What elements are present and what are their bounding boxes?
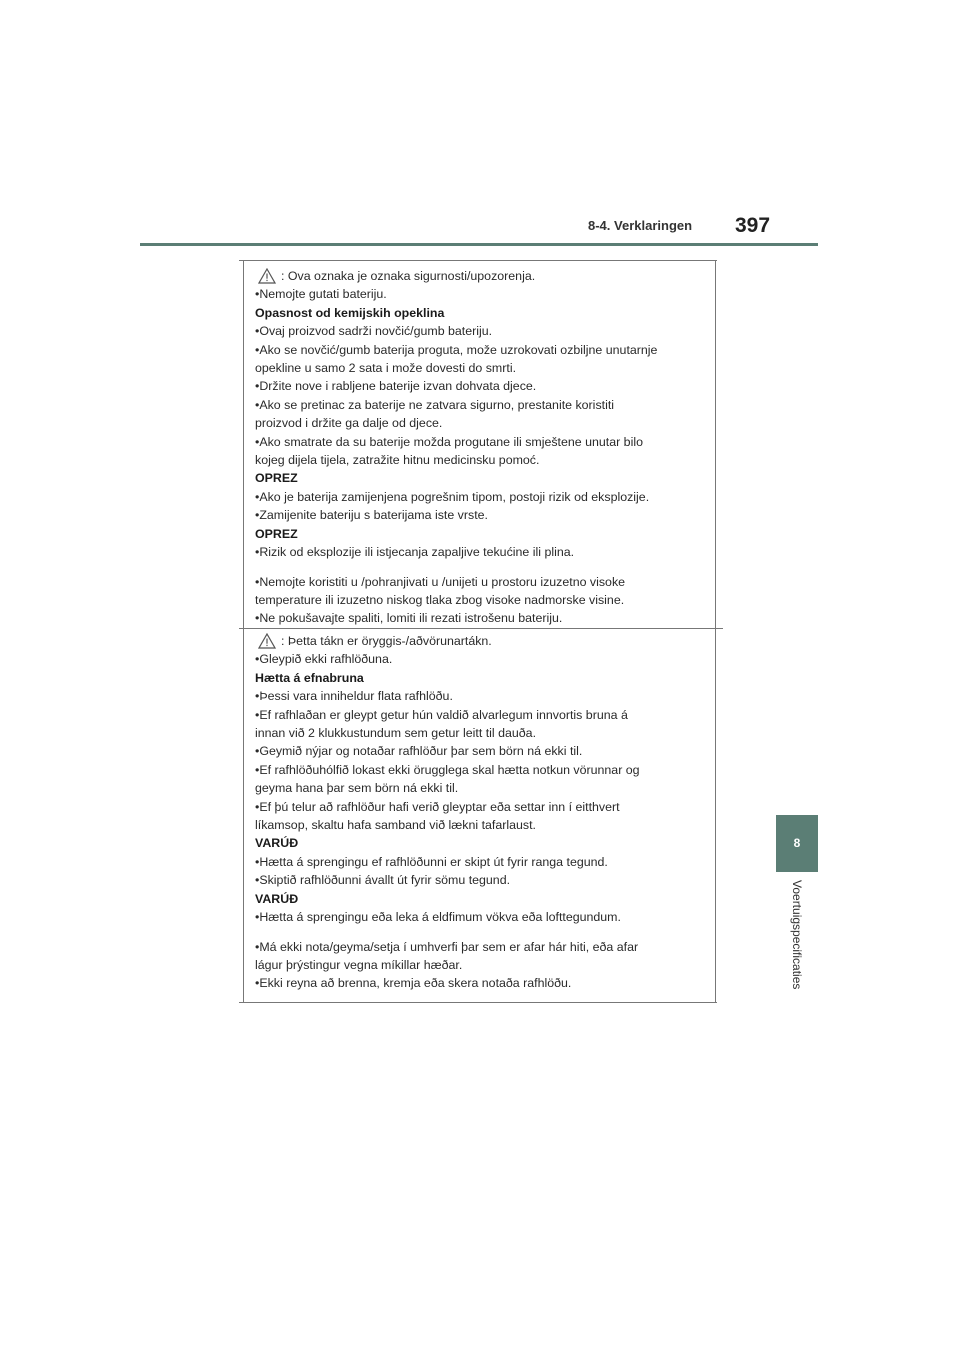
body-line: •Má ekki nota/geyma/setja í umhverfi þar sem er afar hár hiti, eða afar <box>255 939 639 954</box>
body-line: líkamsop, skaltu hafa samband við lækni tafarlaust. <box>255 818 536 833</box>
chapter-label: Voertuigspecificaties <box>790 880 804 990</box>
body-line: •Ef rafhlaðan er gleypt getur hún valdið alvarlegum innvortis bruna á <box>255 707 628 722</box>
body-line: •Skiptið rafhlöðunni ávallt út fyrir sömu tegund. <box>255 873 511 888</box>
body-line: •Ako se pretinac za baterije ne zatvara sigurno, prestanite koristiti <box>255 397 615 412</box>
body-line: opekline u samo 2 sata i može dovesti do smrti. <box>255 361 517 376</box>
box-top-border <box>239 260 717 261</box>
icelandic-warning-line <box>255 632 709 650</box>
box-left-border <box>243 260 244 1002</box>
box-bottom-border <box>239 1002 717 1003</box>
paragraph-gap <box>255 562 709 573</box>
section-heading: OPREZ <box>255 526 298 541</box>
body-line: •Ef þú telur að rafhlöður hafi verið gleyptar eða settar inn í eitthvert <box>255 799 620 814</box>
section-heading: Hætta á efnabruna <box>255 670 364 685</box>
body-line: •Ako smatrate da su baterije možda progutane ili smještene unutar bilo <box>255 434 643 449</box>
section-heading: VARÚÐ <box>255 836 299 851</box>
croatian-warning-line <box>255 267 709 285</box>
paragraph-gap <box>255 927 709 938</box>
body-line: •Ne pokušavajte spaliti, lomiti ili rezati istrošenu bateriju. <box>255 611 563 626</box>
body-line: •Ekki reyna að brenna, kremja eða skera notaða rafhlöðu. <box>255 976 572 991</box>
body-line: kojeg dijela tijela, zatražite hitnu medicinsku pomoć. <box>255 453 540 468</box>
body-line: lágur þrýstingur vegna míkillar hæðar. <box>255 957 463 972</box>
page-number: 397 <box>735 214 771 237</box>
body-line: •Ako se novčić/gumb baterija proguta, može uzrokovati ozbiljne unutarnje <box>255 342 658 357</box>
chapter-number: 8 <box>793 836 801 850</box>
croatian-lines <box>255 285 709 627</box>
body-line: •Geymið nýjar og notaðar rafhlöður þar sem börn ná ekki til. <box>255 744 583 759</box>
warning-triangle-icon <box>258 633 276 649</box>
body-line: •Nemojte koristiti u /pohranjivati u /unijeti u prostoru izuzetno visoke <box>255 574 626 589</box>
body-line: •Držite nove i rabljene baterije izvan dohvata djece. <box>255 379 537 394</box>
section-heading: VARÚÐ <box>255 891 299 906</box>
body-line: •Þessi vara inniheldur flata rafhlöðu. <box>255 689 453 704</box>
document-box <box>243 260 717 1002</box>
icelandic-lines <box>255 650 709 992</box>
body-line: •Hætta á sprengingu ef rafhlöðunni er skipt út fyrir ranga tegund. <box>255 854 608 869</box>
body-line: •Gleypið ekki rafhlöðuna. <box>255 652 393 667</box>
croatian-warning-text: : Ova oznaka je oznaka sigurnosti/upozorenja. <box>281 269 536 283</box>
header-rule <box>140 243 818 246</box>
box-divider <box>239 628 723 629</box>
body-line: proizvod i držite ga dalje od djece. <box>255 416 443 431</box>
body-line: •Nemojte gutati bateriju. <box>255 287 387 302</box>
body-line: •Ovaj proizvod sadrži novčić/gumb bateriju. <box>255 324 493 339</box>
body-line: innan við 2 klukkustundum sem getur leitt til dauða. <box>255 726 537 741</box>
body-line: •Ako je baterija zamijenjena pogrešnim tipom, postoji rizik od eksplozije. <box>255 489 650 504</box>
body-line: •Hætta á sprengingu eða leka á eldfimum vökva eða lofttegundum. <box>255 910 621 925</box>
section-heading: Opasnost od kemijskih opeklina <box>255 305 445 320</box>
body-line: temperature ili izuzetno niskog tlaka zbog visoke nadmorske visine. <box>255 592 625 607</box>
warning-triangle-icon <box>258 268 276 284</box>
section-title: 8-4. Verklaringen <box>588 218 693 233</box>
chapter-tab <box>776 815 818 872</box>
body-line: geyma hana þar sem börn ná ekki til. <box>255 781 459 796</box>
body-line: •Rizik od eksplozije ili istjecanja zapaljive tekućine ili plina. <box>255 545 575 560</box>
body-line: •Ef rafhlöðuhólfið lokast ekki örugglega skal hætta notkun vörunnar og <box>255 762 640 777</box>
body-line: •Zamijenite bateriju s baterijama iste vrste. <box>255 508 488 523</box>
icelandic-warning-text: : Þetta tákn er öryggis-/aðvörunartákn. <box>281 634 492 648</box>
box-right-border <box>715 260 716 1002</box>
icelandic-section <box>255 632 709 993</box>
croatian-section <box>255 267 709 628</box>
section-heading: OPREZ <box>255 471 298 486</box>
